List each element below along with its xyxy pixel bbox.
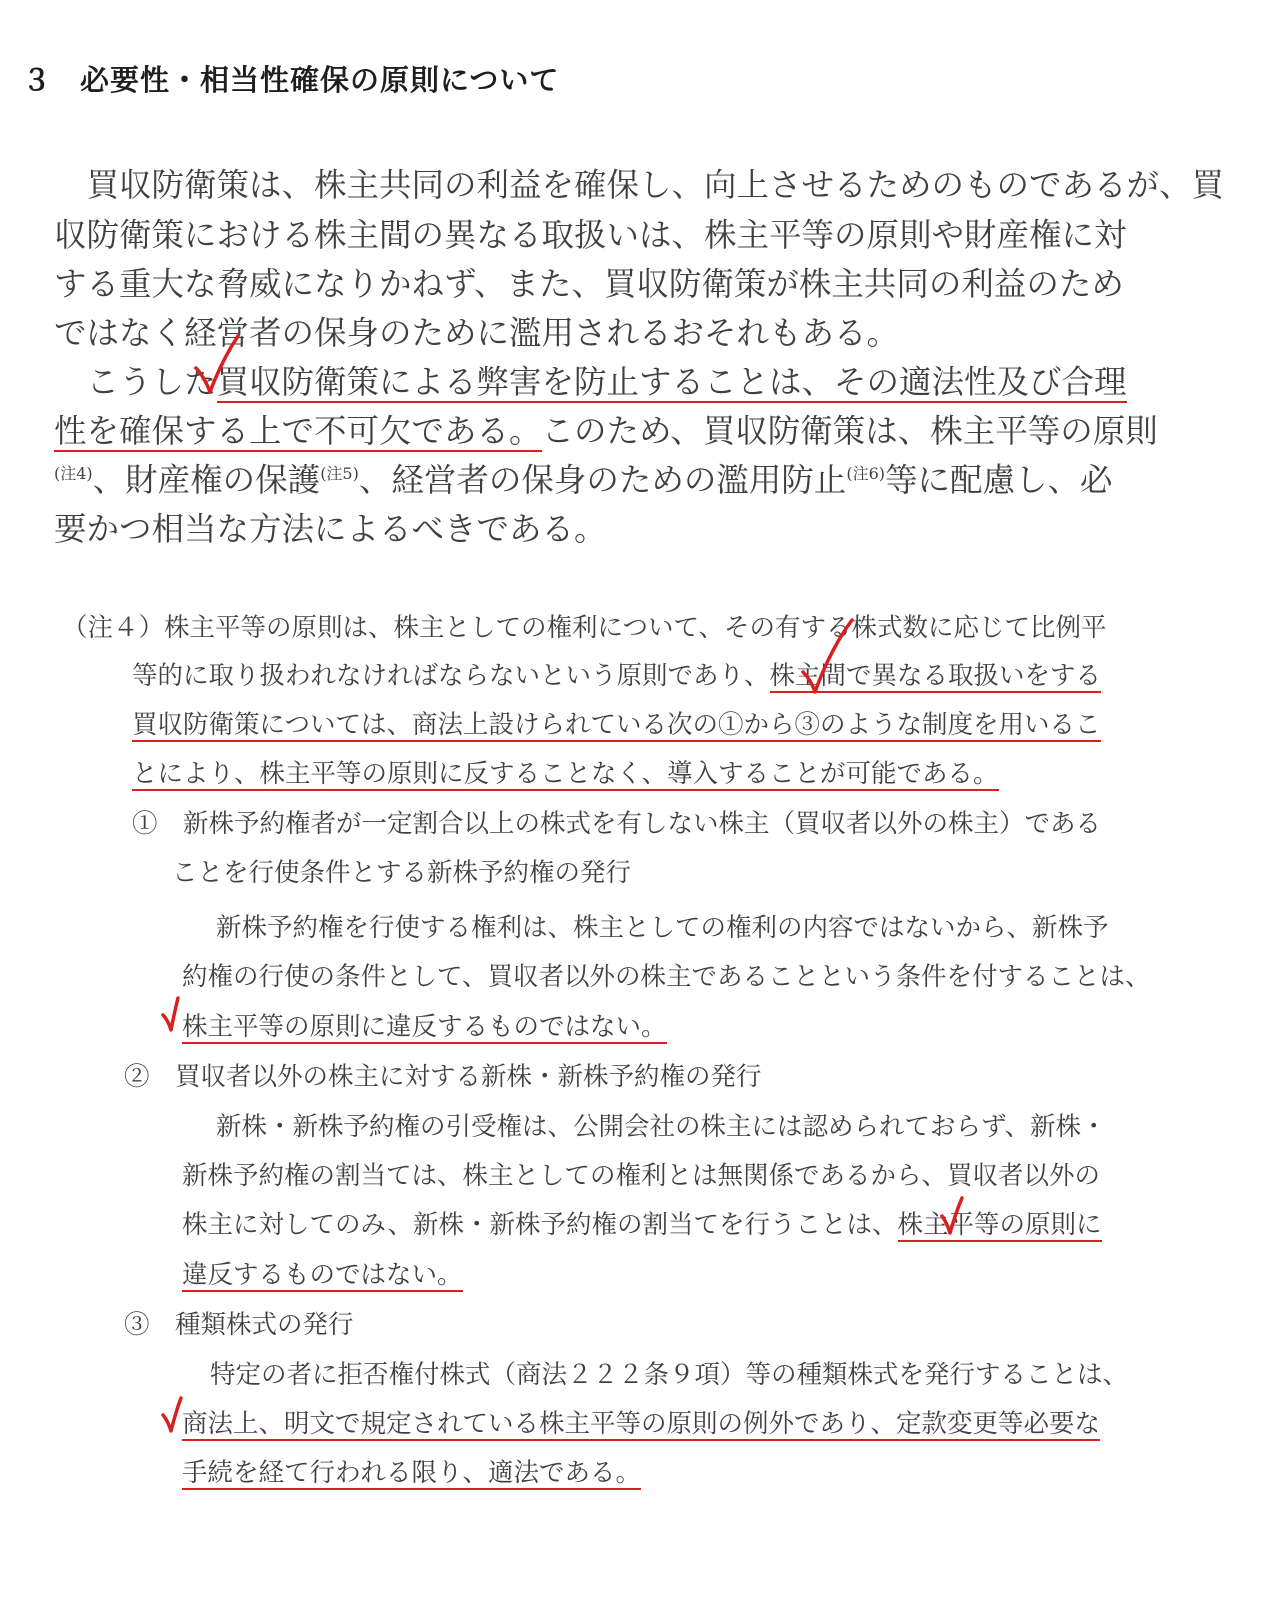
- body-line: 要かつ相当な方法によるべきである。: [54, 510, 607, 548]
- note-line: [132, 754, 999, 790]
- note-line: [132, 705, 1101, 741]
- body-text: 等に配慮し、必: [885, 461, 1113, 499]
- body-text: こうした: [54, 363, 217, 401]
- item-body: 新株・新株予約権の引受権は、公開会社の株主には認められておらず、新株・: [216, 1112, 1107, 1142]
- section-number: ３: [22, 63, 53, 97]
- underlined-text: 株主間で異なる取扱いをする: [769, 661, 1102, 691]
- note-ref-4: (注4): [54, 464, 93, 483]
- item-body: [182, 1255, 463, 1291]
- underlined-text: 株主平等の原則に違反するものではない。: [182, 1012, 667, 1042]
- note-line: （注４）株主平等の原則は、株主としての権利について、その有する株式数に応じて比例平: [62, 613, 1107, 643]
- body-text: このため、買収防衛策は、株主平等の原則: [541, 412, 1158, 450]
- body-line: [54, 406, 1158, 452]
- section-title: 必要性・相当性確保の原則について: [80, 63, 560, 97]
- item-body: 約権の行使の条件として、買収者以外の株主であることという条件を付することは、: [182, 962, 1151, 992]
- underlined-text: 株主平等の原則に: [897, 1210, 1102, 1240]
- item-body: 新株予約権の割当ては、株主としての権利とは無関係であるから、買収者以外の: [182, 1161, 1101, 1191]
- body-line: ではなく経営者の保身のために濫用されるおそれもある。: [54, 314, 900, 352]
- body-line: [54, 455, 1113, 501]
- item-heading: ③ 種類株式の発行: [124, 1310, 354, 1340]
- underlined-text: 手続を経て行われる限り、適法である。: [182, 1458, 642, 1488]
- note-ref-5: (注5): [320, 464, 359, 483]
- body-line: 買収防衛策は、株主共同の利益を確保し、向上させるためのものであるが、買: [54, 166, 1225, 204]
- note-text: 株主に対してのみ、新株・新株予約権の割当てを行うことは、: [182, 1210, 898, 1240]
- check-mark-icon: [163, 1398, 181, 1431]
- note-ref-6: (注6): [846, 464, 886, 483]
- item-body: [182, 1205, 1102, 1241]
- body-text: 、財産権の保護: [92, 461, 321, 499]
- item-body: 特定の者に拒否権付株式（商法２２２条９項）等の種類株式を発行することは、: [210, 1360, 1129, 1390]
- underlined-text: 買収防衛策については、商法上設けられている次の①から③のような制度を用いるこ: [132, 710, 1101, 740]
- underlined-text: 違反するものではない。: [182, 1260, 463, 1290]
- body-line: 収防衛策における株主間の異なる取扱いは、株主平等の原則や財産権に対: [54, 216, 1127, 254]
- body-text: 、経営者の保身のための濫用防止: [358, 461, 847, 499]
- item-body: [182, 1404, 1100, 1440]
- item-body: [182, 1453, 641, 1489]
- item-heading: ① 新株予約権者が一定割合以上の株式を有しない株主（買収者以外の株主）である: [132, 809, 1102, 839]
- check-mark-icon: [163, 998, 178, 1030]
- underlined-text: 買収防衛策による弊害を防止することは、その適法性及び合理: [216, 363, 1127, 401]
- note-line: [132, 656, 1101, 692]
- body-line: [54, 357, 1127, 403]
- note-text: 等的に取り扱われなければならないという原則であり、: [132, 661, 770, 691]
- underlined-text: 性を確保する上で不可欠である。: [54, 412, 542, 450]
- underlined-text: とにより、株主平等の原則に反することなく、導入することが可能である。: [132, 759, 999, 789]
- item-body: [182, 1007, 667, 1043]
- item-body: 新株予約権を行使する権利は、株主としての権利の内容ではないから、新株予: [216, 913, 1109, 943]
- underlined-text: 商法上、明文で規定されている株主平等の原則の例外であり、定款変更等必要な: [182, 1409, 1101, 1439]
- item-heading: ② 買収者以外の株主に対する新株・新株予約権の発行: [124, 1062, 762, 1092]
- item-heading: ことを行使条件とする新株予約権の発行: [172, 858, 632, 888]
- section-heading: [22, 58, 559, 99]
- body-line: する重大な脅威になりかねず、また、買収防衛策が株主共同の利益のため: [54, 265, 1124, 303]
